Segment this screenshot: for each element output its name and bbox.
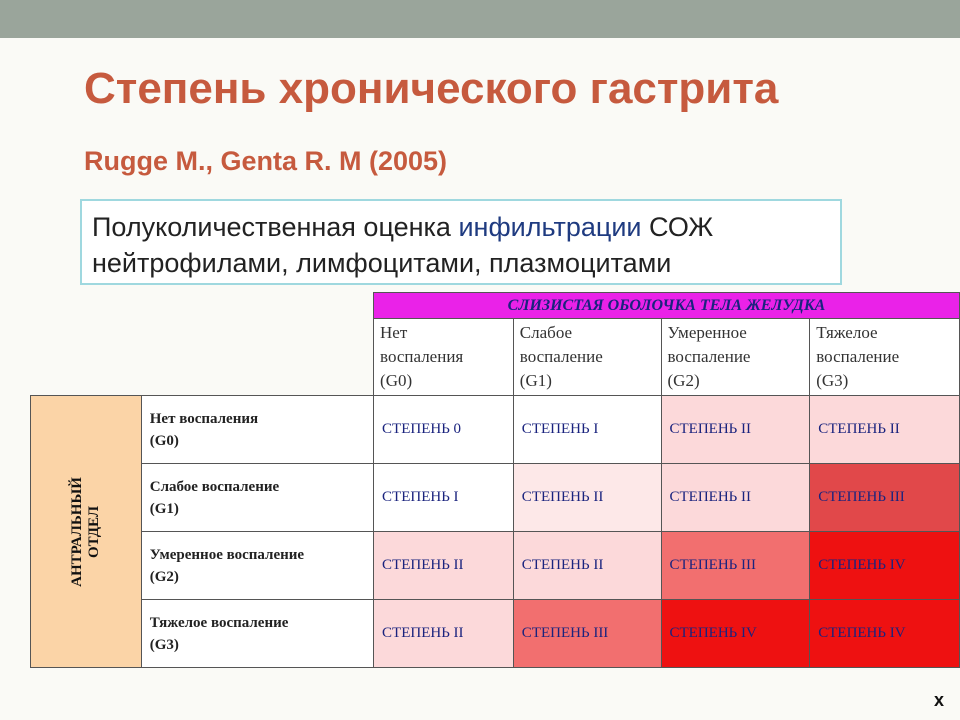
row-header-g2: Умеренное воспаление (G2) xyxy=(141,532,373,600)
gastritis-stage-table xyxy=(30,292,960,668)
column-header-g0: Нет воспаления (G0) xyxy=(374,319,514,396)
table-cell: СТЕПЕНЬ I xyxy=(374,464,514,532)
row-header-g3: Тяжелое воспаление (G3) xyxy=(141,600,373,668)
close-button[interactable]: x xyxy=(934,690,945,710)
table-cell: СТЕПЕНЬ II xyxy=(374,532,514,600)
table-cell: СТЕПЕНЬ IV xyxy=(810,532,960,600)
description-text-part2: СОЖ нейтрофилами, лимфоцитами, плазмоцитами xyxy=(92,212,714,278)
table-cell: СТЕПЕНЬ II xyxy=(661,396,810,464)
table-cell: СТЕПЕНЬ II xyxy=(661,464,810,532)
description-highlight: инфильтрации xyxy=(458,212,642,242)
table-header: СЛИЗИСТАЯ ОБОЛОЧКА ТЕЛА ЖЕЛУДКА xyxy=(374,293,960,319)
column-header-g1: Слабое воспаление (G1) xyxy=(513,319,661,396)
table-cell: СТЕПЕНЬ III xyxy=(810,464,960,532)
table-cell: СТЕПЕНЬ II xyxy=(513,532,661,600)
column-header-g3: Тяжелое воспаление (G3) xyxy=(810,319,960,396)
table-cell: СТЕПЕНЬ II xyxy=(374,600,514,668)
table-cell: СТЕПЕНЬ IV xyxy=(661,600,810,668)
slide-title: Степень хронического гастрита xyxy=(84,64,779,113)
table-cell: СТЕПЕНЬ III xyxy=(661,532,810,600)
table-cell: СТЕПЕНЬ III xyxy=(513,600,661,668)
description-box xyxy=(80,199,842,285)
table-cell: СТЕПЕНЬ II xyxy=(513,464,661,532)
table-cell: СТЕПЕНЬ II xyxy=(810,396,960,464)
table-cell: СТЕПЕНЬ 0 xyxy=(374,396,514,464)
table-cell: СТЕПЕНЬ IV xyxy=(810,600,960,668)
row-header-g0: Нет воспаления (G0) xyxy=(141,396,373,464)
column-header-g2: Умеренное воспаление (G2) xyxy=(661,319,810,396)
table-cell: СТЕПЕНЬ I xyxy=(513,396,661,464)
top-bar xyxy=(0,0,960,38)
description-text-part1: Полуколичественная оценка xyxy=(92,212,459,242)
slide-subtitle: Rugge M., Genta R. M (2005) xyxy=(84,146,448,176)
antrum-side-label: АНТРАЛЬНЫЙ ОТДЕЛ xyxy=(31,396,142,668)
row-header-g1: Слабое воспаление (G1) xyxy=(141,464,373,532)
